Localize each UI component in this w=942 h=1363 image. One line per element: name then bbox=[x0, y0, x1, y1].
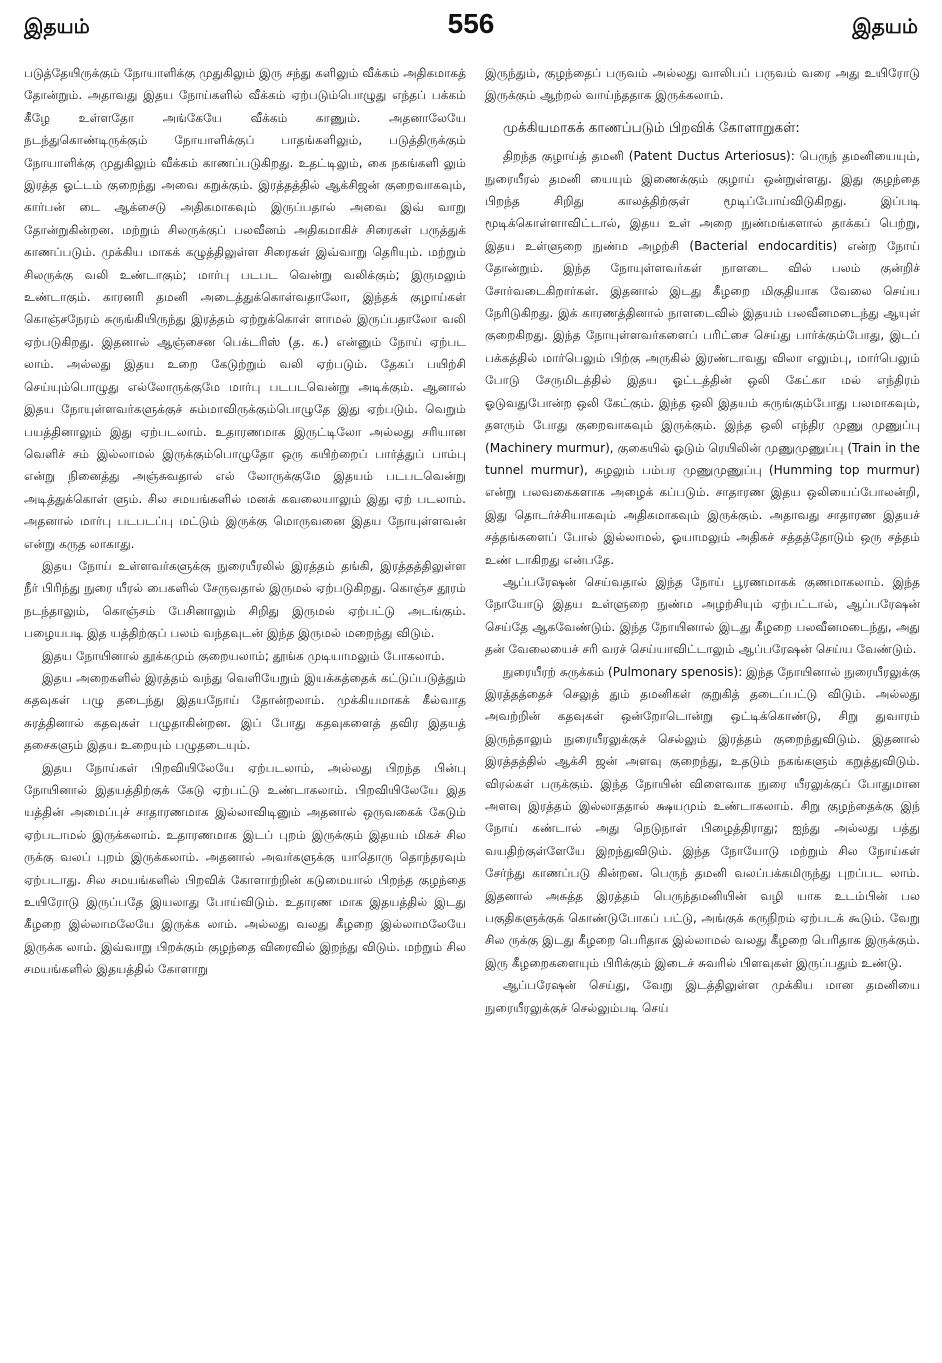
left-paragraph-5: இதய நோய்கள் பிறவியிலேயே ஏற்படலாம், அல்லது பிறந்த பின்பு நோயினால் இதயத்திற்குக் கேடு ஏற்பட்டு உண்டாகலாம். பிறவியிலேயே இத யத்தின் அமைப்புச் சாதாரணமாக இல்லாவிடினும் அதனால் ஒருவகைக் கேடும் ஏற்படாமல் இருக்கலாம். உதாரணமாக இடப் புறம் இருக்கும் இதயம் மிகச் சில ருக்கு வலப் புறம் இருக்கலாம். அதனால் அவர்களுக்கு யாதொரு தொந்தரவும் ஏற்படாது. சில சமயங்களில் பிறவிக் கோளாற்றின் கடுமையால் பிறந்த குழந்தை உயிரோடு இருப்பதே இயலாது போய்விடும். உதாரண மாக இதயத்தில் இடது கீழறை இல்லாமலேயே இருக்க லாம். அல்லது வலது கீழறை இல்லாமலேயே இருக்க லாம். இவ்வாறு பிறக்கும் குழந்தை விரைவில் இறந்து விடும். மற்றும் சில சமயங்களில் இதயத்தில் கோளாறு bbox=[24, 760, 466, 977]
running-title-left: இதயம் bbox=[24, 14, 90, 38]
left-paragraph-2: இதய நோய் உள்ளவர்களுக்கு நுரையீரலில் இரத்தம் தங்கி, இரத்தத்திலுள்ள நீர் பிரிந்து நுரை யீரல் பைகளில் சேருவதால் இருமல் ஏற்படுகிறது. கொஞ்ச தூரம் நடந்தாலும், கொஞ்சம் பேசினாலும் சிறிது இருமல் ஏற்பட்டு அடங்கும். பழையபடி இத யத்திற்குப் பலம் வந்தவுடன் இந்த இருமல் மறைந்து விடும். bbox=[24, 558, 466, 641]
page-header bbox=[24, 8, 918, 44]
left-column bbox=[24, 62, 466, 1352]
right-paragraph-2: ஆப்பரேஷன் செய்வதால் இந்த நோய் பூரணமாகக் குணமாகலாம். இந்த நோயோடு இதய உள்ளுறை நுண்ம அழற்சியும் ஏற்பட்டால், ஆப்பரேஷன் செய்தே ஆகவேண்டும். இந்த நோயினால் இடது கீழறை பலவீனமடைந்து, அது தன் வேலையைச் சரி வரச் செய்யாவிட்டாலும் ஆப்பரேஷன் செய்ய வேண்டும். bbox=[485, 574, 920, 657]
right-paragraph-1: திறந்த குழாய்த் தமனி (Patent Ductus Arteriosus): பெருந் தமனியையும், நுரையீரல் தமனி யையும் இணைக்கும் குழாய் ஒன்றுள்ளது. இது குழந்தை பிறந்த சிறிது காலத்திற்குள் மூடிப்போய்விடுகிறது. இப்படி மூடிக்கொள்ளாவிட்டால், இதய உள் அறை நுண்மங்களால் தாக்கப் பெற்று, இதய உள்ளுறை நுண்ம அழற்சி (Bacterial endocarditis) என்ற நோய் தோன்றும். இந்த நோயுள்ளவர்கள் நாளடை வில் பலம் குன்றிச் சோர்வடைகிறார்கள். இதனால் இடது கீழறை மிகுதியாக வேலை செய்ய நேரிடுகிறது. இக் காரணத்தினால் நாளடைவில் இதயம் பலவீனமடைந்து ஆயுள் குறைகிறது. இந்த நோயுள்ளவர்களைப் பரிட்சை செய்து பார்க்கும்போது, இடப் பக்கத்தில் மார்பெலும் பிற்கு அருகில் இரண்டாவது விலா எலும்பு, மார்பெலும் போடு சேருமிடத்தில் இதய ஓட்டத்தின் ஒலி கேட்கா மல் எந்திரம் ஓடுவதுபோன்ற ஒலி கேட்கும். இந்த ஒலி இதயம் சுருங்கும்போது பலமாகவும், தளரும் போது குறைவாகவும் இருக்கும். இந்த ஒலி எந்திர முணு முணுப்பு (Machinery murmur), குகையில் ஓடும் ரெயிலின் முணுமுணுப்பு (Train in the tunnel murmur), சுழலும் பம்பர முணுமுணுப்பு (Humming top murmur) என்று பலவகைகளாக அழைக் கப்படும். சாதாரண இதய ஒலியைப்போலன்றி, இது தொடர்ச்சியாகவும் அதிகமாகவும் இருக்கும். அதாவது சாதாரண இதயச் சத்தங்களைப் போல் இல்லாமல், ஓயாமலும் அதிகச் சத்தத்தோடும் ஒரு சத்தம் உண் டாகிறது என்பதே. bbox=[485, 149, 920, 567]
page-number: 556 bbox=[447, 8, 495, 39]
section-heading: முக்கியமாகக் காணப்படும் பிறவிக் கோளாறுகள்: bbox=[503, 119, 800, 136]
left-paragraph-3: இதய நோயினால் தூக்கமும் குறையலாம்; தூங்க முடியாமலும் போகலாம். bbox=[42, 648, 445, 663]
right-opening-paragraph: இருந்தும், குழந்தைப் பருவம் அல்லது வாலிபப் பருவம் வரை அது உயிரோடு இருக்கும் ஆற்றல் வாய்ந்ததாக இருக்கலாம். bbox=[485, 66, 920, 103]
running-title-right: இதயம் bbox=[852, 14, 918, 38]
left-paragraph-4: இதய அறைகளில் இரத்தம் வந்து வெளியேறும் இயக்கத்தைக் கட்டுப்படுத்தும் கதவுகள் பழு தடைந்து இதயநோய் தோன்றலாம். முக்கியமாகக் கீல்வாத சுரத்தினால் கதவுகள் பழுதாகின்றன. இப் போது கதவுகளைத் தவிர இதயத் தசைகளும் இதய உறையும் பழுதடையும். bbox=[24, 670, 466, 753]
right-paragraph-3: நுரையீரற் சுருக்கம் (Pulmonary spenosis): இந்த நோயினால் நுரையீரலுக்கு இரத்தத்தைச் செலுத் தும் தமனிகள் குறுகித் தடைப்பட்டு விடும். அல்லது அவற்றின் கதவுகள் ஒன்றோடொன்று ஒட்டிக்கொண்டு, சிறு துவாரம் இருந்தாலும் நுரையீரலுக்குச் செல்லும் இரத்தம் குறைந்துவிடும். இதனால் இரத்தத்தில் ஆக்சி ஜன் அளவு குறைந்து, உதடும் நகங்களும் கறுத்துவிடும். விரல்கள் பருக்கும். இந்த நோயின் விளைவாக நுரை யீரலுக்குப் போதுமான அளவு இரத்தம் இல்லாததால் க்ஷயமும் உண்டாகலாம். சிறு குழந்தைக்கு இந் நோய் கண்டால் அது நெடுநாள் பிழைத்திராது; ஐந்து அல்லது பத்து வயதிற்குள்ளேயே இறந்துவிடும். இந்த நோயோடு மற்றும் சில நோய்கள் சேர்ந்து காணப்படு கின்றன. பெருந் தமனி வலப்பக்கமிருந்து புறப்பட லாம். இதனால் அசுத்த இரத்தம் பெருந்தமனியின் வழி யாக உடம்பின் பல பகுதிகளுக்குக் கொண்டுபோகப் பட்டு, அங்குக் கருநிறம் ஏற்படக் கூடும். வேறு சில ருக்கு இடது கீழறை பெரிதாக இல்லாமல் வலது கீழறை பெரிதாக இருக்கும். இரு கீழறைகளையும் பிரிக்கும் இடைச் சுவரில் பிளவுகள் இருப்பதும் உண்டு. bbox=[485, 664, 920, 970]
left-paragraph-1: படுத்தேயிருக்கும் நோயாளிக்கு முதுகிலும் இரு சந்து களிலும் வீக்கம் அதிகமாகத் தோன்றும். அதாவது இதய நோய்களில் வீக்கம் ஏற்படும்பொழுது எந்தப் பக்கம் கீழே உள்ளதோ அங்கேயே வீக்கம் காணும். அதனாலேயே நடந்துகொண்டிருக்கும் நோயாளிக்குப் பாதங்களிலும், படுத்திருக்கும் நோயாளிக்கு முதுகிலும் வீக்கம் காணப்படுகிறது. உதட்டிலும், கை நகங்களி லும் இரத்த ஓட்டம் குறைந்து அவை கறுக்கும். இரத்தத்தில் ஆக்சிஜன் குறைவாகவும், கார்பன் டை ஆக்சைடு அதிகமாகவும் இருப்பதால் அவை இவ் வாறு தோன்றுகின்றன. மற்றும் சிலருக்குப் பலவீனம் அதிகமாகிச் சிரைகள் பருத்துக் காணப்படும். முக்கிய மாகக் கழுத்திலுள்ள சிரைகள் இவ்வாறு தெரியும். மற்றும் சிலருக்கு வலி உண்டாகும்; மார்பு படபட வென்று வலிக்கும்; இருமலும் உண்டாகும். காரனரி தமனி அடைத்துக்கொள்வதாலோ, இந்தக் குழாய்கள் கொஞ்சநேரம் சுருங்கியிருந்து இரத்தம் ஏற்றுக்கொள் ளாமல் இருப்பதாலோ வலி ஏற்படுகிறது. இதனால் ஆஞ்சைன பெக்டரிஸ் (த. க.) என்னும் நோய் ஏற்பட லாம். அல்லது இதய உறை கேடுற்றும் வலி ஏற்படும். தேகப் பயிற்சி செய்யும்பொழுது எல்லோருக்குமே மார்பு படபடவென்று அடிக்கும். ஆனால் இதய நோயுள்ளவர்களுக்குச் சும்மாவிருக்கும்பொழுதே இது ஏற்படும். வெறும் பயத்தினாலும் இது ஏற்படலாம். உதாரணமாக இருட்டிலோ அல்லது சரியான வெளிச் சம் இல்லாமல் இருக்கும்பொழுதோ ஒரு கயிற்றைப் பார்த்துப் பாம்பு என்று நினைத்து அஞ்சுவதால் எல் லோருக்குமே இதயம் படபடவென்று அடித்துக்கொள் ளும். சில சமயங்களில் மனக் கவலையாலும் இது ஏற் படலாம். அதனால் மார்பு படபடப்பு மட்டும் இருக்கு மொருவனை இதய நோயுள்ளவன் என்று கருத லாகாது. bbox=[24, 66, 466, 551]
right-paragraph-4: ஆப்பரேஷன் செய்து, வேறு இடத்திலுள்ள முக்கிய மான தமனியை நுரையீரலுக்குச் செல்லும்படி செய் bbox=[485, 978, 920, 1015]
right-column bbox=[485, 62, 920, 1352]
